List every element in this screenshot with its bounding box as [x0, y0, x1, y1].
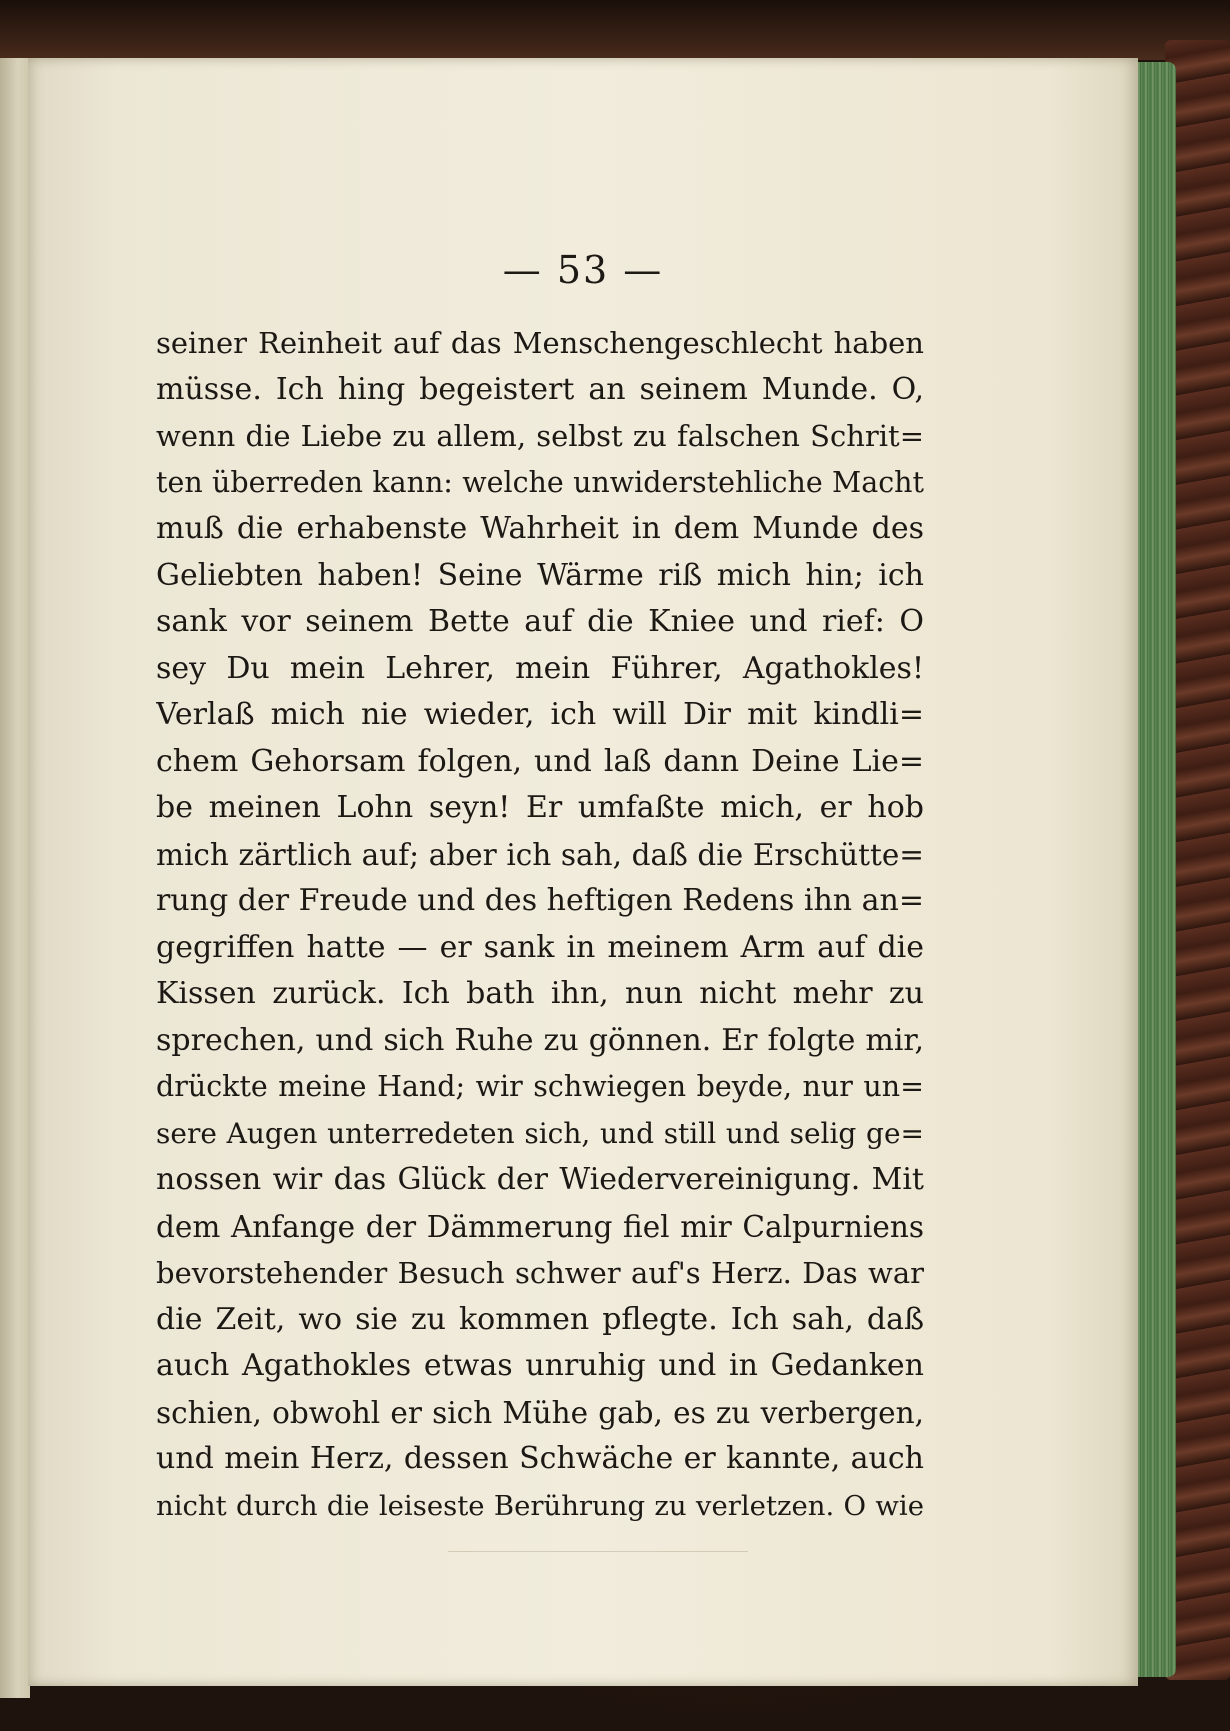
- facing-page-edge: [0, 58, 30, 1698]
- text-line: sank vor seinem Bette auf die Kniee und rief: O: [156, 604, 924, 639]
- text-line: mich zärtlich auf; aber ich sah, daß die Erschütte=: [156, 837, 924, 872]
- text-line: gegriffen hatte — er sank in meinem Arm auf die: [156, 929, 924, 965]
- text-line: Verlaß mich nie wieder, ich will Dir mit kindli=: [156, 697, 924, 732]
- text-line: chem Gehorsam folgen, und laß dann Deine Lie=: [156, 743, 924, 779]
- text-line: ten überreden kann: welche unwiderstehliche Macht: [156, 465, 924, 499]
- text-line: sere Augen unterredeten sich, und still und selig ge=: [156, 1116, 924, 1150]
- text-line: und mein Herz, dessen Schwäche er kannte, auch: [156, 1441, 924, 1476]
- text-line: be meinen Lohn seyn! Er umfaßte mich, er hob: [156, 790, 924, 825]
- text-line: bevorstehender Besuch schwer auf's Herz. Das war: [156, 1256, 924, 1290]
- text-line: Kissen zurück. Ich bath ihn, nun nicht mehr zu: [156, 976, 924, 1011]
- text-line: nossen wir das Glück der Wiedervereinigung. Mit: [156, 1162, 924, 1197]
- text-line: sprechen, und sich Ruhe zu gönnen. Er folgte mir,: [156, 1022, 924, 1058]
- text-line: die Zeit, wo sie zu kommen pflegte. Ich sah, daß: [156, 1301, 924, 1337]
- page-bottom-mark: [448, 1551, 748, 1552]
- text-line: müsse. Ich hing begeistert an seinem Munde. O,: [156, 371, 924, 407]
- text-line: drückte meine Hand; wir schwiegen beyde, nur un=: [156, 1070, 924, 1103]
- text-line: seiner Reinheit auf das Menschengeschlecht haben: [156, 326, 924, 360]
- text-line: dem Anfange der Dämmerung fiel mir Calpurniens: [156, 1209, 924, 1244]
- text-line: Geliebten haben! Seine Wärme riß mich hin; ich: [156, 557, 924, 593]
- page-number: — 53 —: [502, 248, 664, 292]
- text-line: auch Agathokles etwas unruhig und in Gedanken: [156, 1348, 924, 1383]
- text-line: schien, obwohl er sich Mühe gab, es zu verbergen,: [156, 1395, 924, 1430]
- page-text: [156, 320, 924, 1529]
- text-line: nicht durch die leiseste Berührung zu verletzen. O wie: [156, 1489, 924, 1522]
- text-line: rung der Freude und des heftigen Redens ihn an=: [156, 883, 924, 918]
- book-page: [28, 58, 1138, 1686]
- book-cover-top: [0, 0, 1230, 60]
- text-line: sey Du mein Lehrer, mein Führer, Agathokles!: [156, 650, 924, 686]
- text-line: wenn die Liebe zu allem, selbst zu falschen Schrit=: [156, 419, 924, 453]
- text-line: muß die erhabenste Wahrheit in dem Munde des: [156, 511, 924, 546]
